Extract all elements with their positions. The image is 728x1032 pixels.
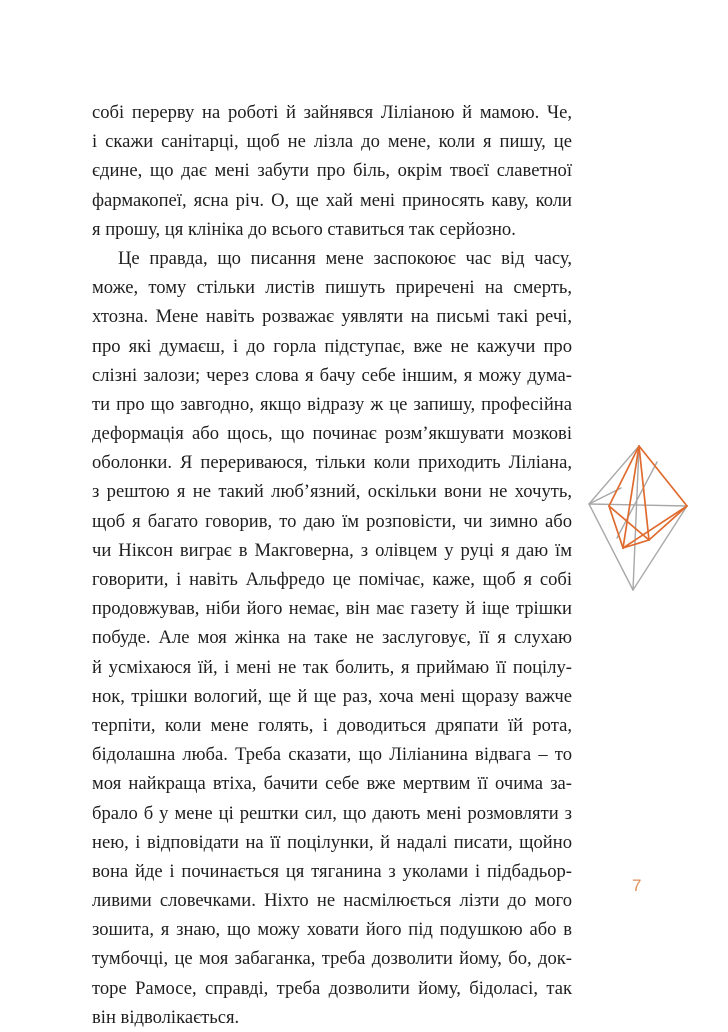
text-line: моя найкраща втіха, бачити себе вже мертвим її очима за- (92, 773, 572, 795)
page-number: 7 (632, 876, 642, 895)
geometric-ornament-icon (587, 444, 691, 592)
text-line: тумбочці, це моя забаганка, треба дозволити йому, бо, док- (92, 948, 572, 970)
text-line: Це правда, що писання мене заспокоює час від часу, (118, 247, 572, 269)
text-line: оболонки. Я перериваюся, тільки коли приходить Ліліана, (92, 452, 572, 474)
text-line: терпіти, коли мене голять, і доводиться дряпати їй рота, (92, 714, 572, 736)
text-line: я прошу, ця клініка до всього ставиться так серйозно. (92, 218, 516, 240)
text-line: фармакопеї, ясна річ. О, ще хай мені приносять каву, коли (92, 189, 572, 211)
text-line: єдине, що дає мені забути про біль, окрім твоєї славетної (92, 160, 572, 182)
text-line: говорити, і навіть Альфредо це помічає, каже, щоб я собі (92, 569, 572, 590)
text-line: і скажи санітарці, щоб не лізла до мене, коли я пишу, це (92, 131, 572, 153)
text-line: собі перерву на роботі й зайнявся Ліліаною й мамою. Че, (92, 102, 572, 123)
text-line: зошита, я знаю, що можу ховати його під подушкою або в (92, 919, 572, 941)
text-line: чи Ніксон виграє в Макговерна, з олівцем у руці я даю їм (92, 539, 572, 561)
text-line: може, тому стільки листів пишуть приречені на смерть, (92, 277, 572, 299)
text-line: деформація або щось, що починає розм’якшувати мозкові (92, 423, 572, 445)
text-line: бідолашна люба. Треба сказати, що Ліліанина відвага – то (92, 744, 572, 766)
text-line: й усміхаюся їй, і мені не так болить, я приймаю її поцілу- (92, 656, 572, 678)
text-line: нок, трішки вологий, ще й ще раз, хоча мені щоразу важче (92, 685, 572, 707)
text-line: щоб я багато говорив, то даю їм розповісти, чи зимно або (92, 510, 572, 532)
text-line: про які думаєш, і до горла підступає, вже не кажучи про (92, 335, 572, 357)
text-line: торе Рамосе, справді, треба дозволити йому, бідоласі, так (92, 977, 572, 999)
text-line: побуде. Але моя жінка на таке не заслуговує, її я слухаю (92, 627, 572, 649)
text-line: ти про що завгодно, якщо відразу ж це запишу, професійна (92, 393, 572, 415)
body-text (92, 98, 572, 1032)
text-line: продовжував, ніби його немає, він має газету й іще трішки (92, 598, 572, 620)
text-line: з рештою я не такий люб’язний, оскільки вони не хочуть, (92, 481, 572, 503)
text-line: вона йде і починається ця тяганина з уколами і підбадьор- (92, 860, 572, 882)
text-line: нею, і відповідати на її поцілунки, й надалі писати, щойно (92, 831, 572, 853)
text-line: він відволікається. (92, 1006, 240, 1028)
text-line: слізні залози; через слова я бачу себе іншим, я можу дума- (92, 364, 572, 386)
text-line: брало б у мене ці рештки сил, що дають мені розмовляти з (92, 802, 572, 824)
text-line: ливими словечками. Ніхто не насмілюється лізти до мого (92, 890, 572, 912)
text-line: хтозна. Мене навіть розважає уявляти на письмі такі речі, (92, 306, 572, 328)
